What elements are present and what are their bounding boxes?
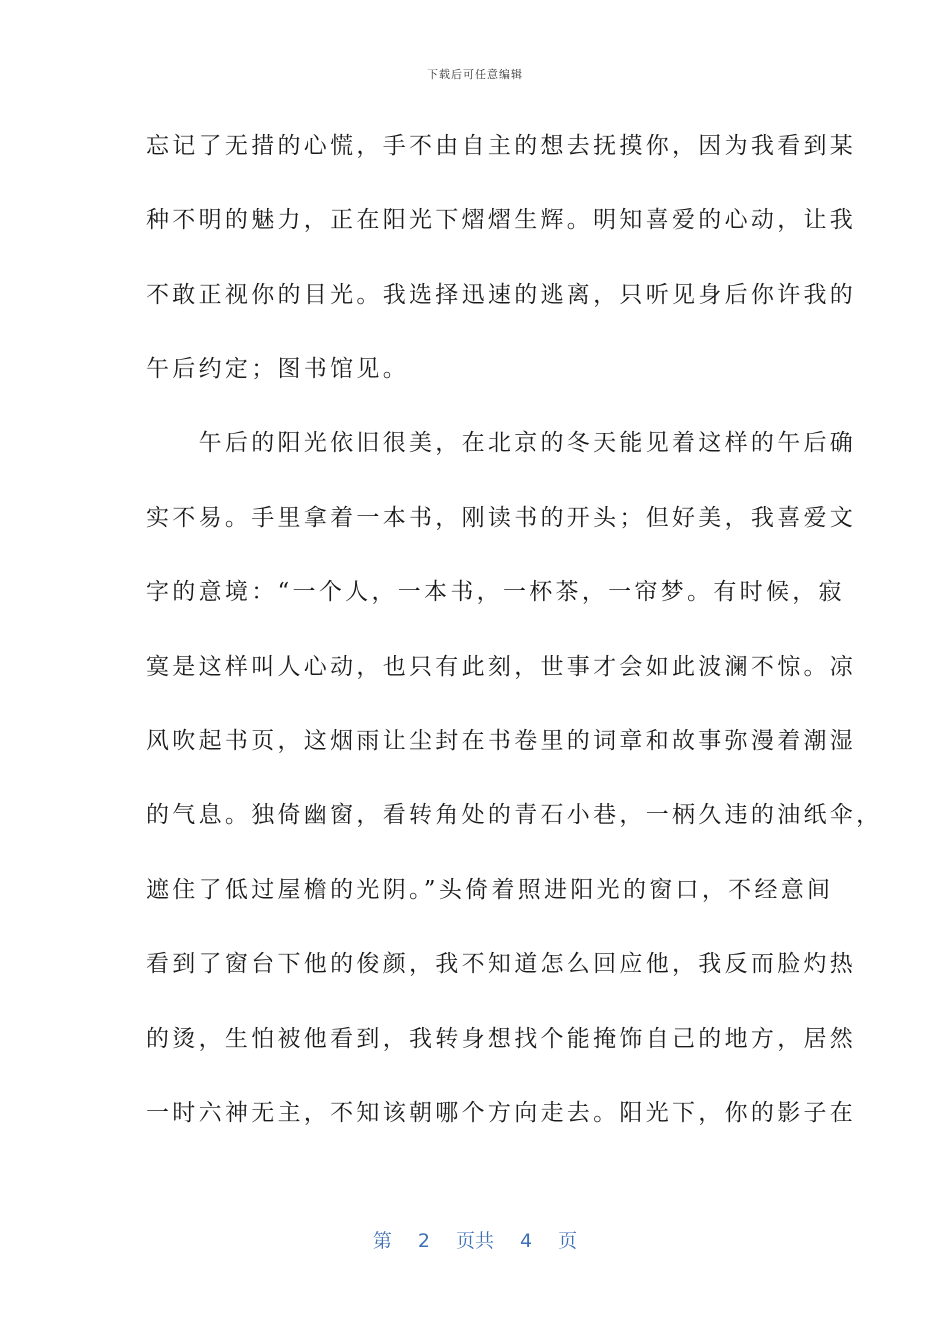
text-line: 看到了窗台下他的俊颜，我不知道怎么回应他，我反而脸灼热 [146, 951, 857, 977]
footer-current-page: 2 [417, 1230, 430, 1252]
footer-total-pages: 4 [520, 1230, 533, 1252]
text-line: 不敢正视你的目光。我选择迅速的逃离，只听见身后你许我的 [146, 282, 857, 308]
text-line: 实不易。手里拿着一本书，刚读书的开头；但好美，我喜爱文 [146, 505, 857, 531]
text-line: 一时六神无主，不知该朝哪个方向走去。阳光下，你的影子在 [146, 1100, 857, 1126]
footer-prefix: 第 [372, 1230, 392, 1252]
text-line: 种不明的魅力，正在阳光下熠熠生辉。明知喜爱的心动，让我 [146, 207, 857, 233]
text-line: 忘记了无措的心慌，手不由自主的想去抚摸你，因为我看到某 [146, 133, 857, 159]
text-line: 午后的阳光依旧很美，在北京的冬天能见着这样的午后确 [146, 430, 857, 456]
text-line: 的烫，生怕被他看到，我转身想找个能掩饰自己的地方，居然 [146, 1026, 857, 1052]
text-line: 寞是这样叫人心动，也只有此刻，世事才会如此波澜不惊。凉 [146, 654, 857, 680]
text-line: 遮住了低过屋檐的光阴。”头倚着照进阳光的窗口，不经意间 [146, 877, 834, 903]
text-line: 风吹起书页，这烟雨让尘封在书卷里的词章和故事弥漫着潮湿 [146, 728, 857, 754]
page-footer [0, 1226, 950, 1253]
footer-suffix: 页 [558, 1230, 578, 1252]
footer-middle: 页共 [455, 1230, 494, 1252]
text-line: 午后约定；图书馆见。 [146, 356, 409, 382]
page-header: 下载后可任意编辑 [427, 68, 523, 81]
text-line: 的气息。独倚幽窗，看转角处的青石小巷，一柄久违的油纸伞， [146, 802, 883, 828]
text-line: 字的意境：“一个人，一本书，一杯茶，一帘梦。有时候，寂 [146, 579, 845, 605]
